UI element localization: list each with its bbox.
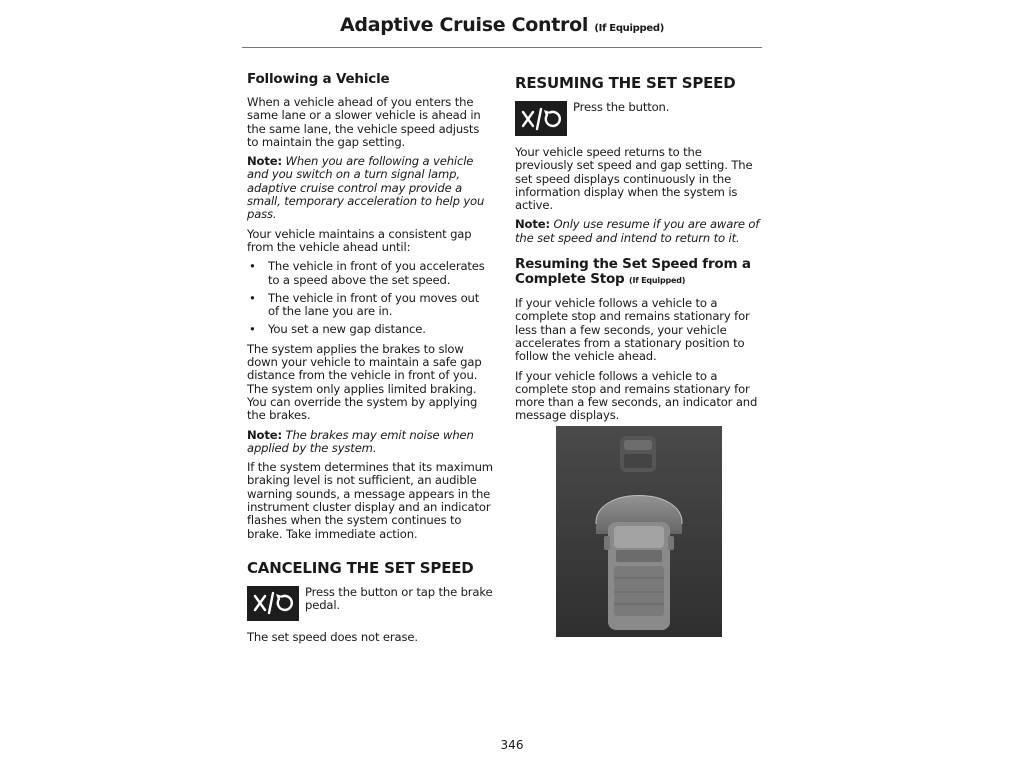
resume-instruction-row [515, 101, 761, 136]
resuming-paragraph: Your vehicle speed returns to the previously set speed and gap setting. The set speed displays continuously in the information display when the system is active. [515, 145, 753, 213]
bullet: • [249, 322, 256, 337]
left-column [247, 70, 493, 650]
list-item-text: You set a new gap distance. [268, 322, 426, 337]
truck-following-vehicle-illustration [556, 426, 722, 637]
cancel-instruction-row [247, 586, 493, 621]
complete-stop-heading [515, 257, 761, 288]
complete-stop-heading-sub: (If Equipped) [629, 276, 686, 286]
note-resume [515, 218, 761, 245]
canceling-paragraph: The set speed does not erase. [247, 629, 418, 644]
following-paragraph-1: When a vehicle ahead of you enters the same lane or a slower vehicle is ahead in the same lane, the vehicle speed adjusts to maintain the gap setting. [247, 95, 481, 149]
complete-stop-paragraph-1: If your vehicle follows a vehicle to a complete stop and remains stationary for less than a few seconds, your vehicle accelerates from a stationary position to follow the vehicle ahead. [515, 296, 750, 364]
canceling-heading: CANCELING THE SET SPEED [247, 558, 474, 577]
list-item [247, 292, 493, 319]
page-header [242, 14, 762, 36]
note-following [247, 155, 493, 221]
following-heading: Following a Vehicle [247, 71, 390, 87]
note-label: Note: [247, 154, 282, 169]
note-brakes [247, 429, 493, 456]
header-subtitle: (If Equipped) [594, 23, 664, 34]
note-label: Note: [247, 427, 282, 442]
note-label: Note: [515, 217, 550, 232]
cancel-resume-icon [515, 101, 567, 136]
cancel-resume-icon [247, 586, 299, 621]
header-divider [242, 47, 762, 48]
cancel-instruction: Press the button or tap the brake pedal. [305, 584, 493, 613]
bullet: • [249, 290, 256, 305]
condition-list [247, 260, 493, 336]
list-item-text: The vehicle in front of you moves out of the lane you are in. [268, 290, 480, 319]
list-item-text: The vehicle in front of you accelerates to a speed above the set speed. [268, 259, 485, 287]
complete-stop-heading-text: Resuming the Set Speed from a Complete Stop [515, 256, 751, 288]
following-paragraph-4: If the system determines that its maximum braking level is not sufficient, an audible warning sounds, a message appears in the instrument cluster display and an indicator flashes when the system continues to brake. Take immediate action. [247, 460, 493, 541]
following-paragraph-3: The system applies the brakes to slow down your vehicle to maintain a safe gap distance from the vehicle in front of you. The system only applies limited braking. You can override the system by applying the brakes. [247, 341, 482, 423]
note-text: When you are following a vehicle and you switch on a turn signal lamp, adaptive cruise control may provide a small, temporary acceleration to help you pass. [247, 154, 485, 222]
following-paragraph-2: Your vehicle maintains a consistent gap from the vehicle ahead until: [247, 226, 472, 254]
list-item [247, 323, 493, 336]
page-number: 346 [500, 738, 524, 752]
header-title: Adaptive Cruise Control [340, 14, 589, 36]
list-item [247, 260, 493, 287]
right-column [515, 70, 761, 429]
resume-instruction: Press the button. [573, 100, 670, 114]
note-text: The brakes may emit noise when applied by the system. [247, 427, 474, 455]
complete-stop-paragraph-2: If your vehicle follows a vehicle to a complete stop and remains stationary for more than a few seconds, an indicator and message displays. [515, 368, 758, 423]
note-text: Only use resume if you are aware of the set speed and intend to return to it. [515, 217, 760, 245]
resuming-heading: RESUMING THE SET SPEED [515, 74, 736, 92]
bullet: • [249, 259, 256, 274]
